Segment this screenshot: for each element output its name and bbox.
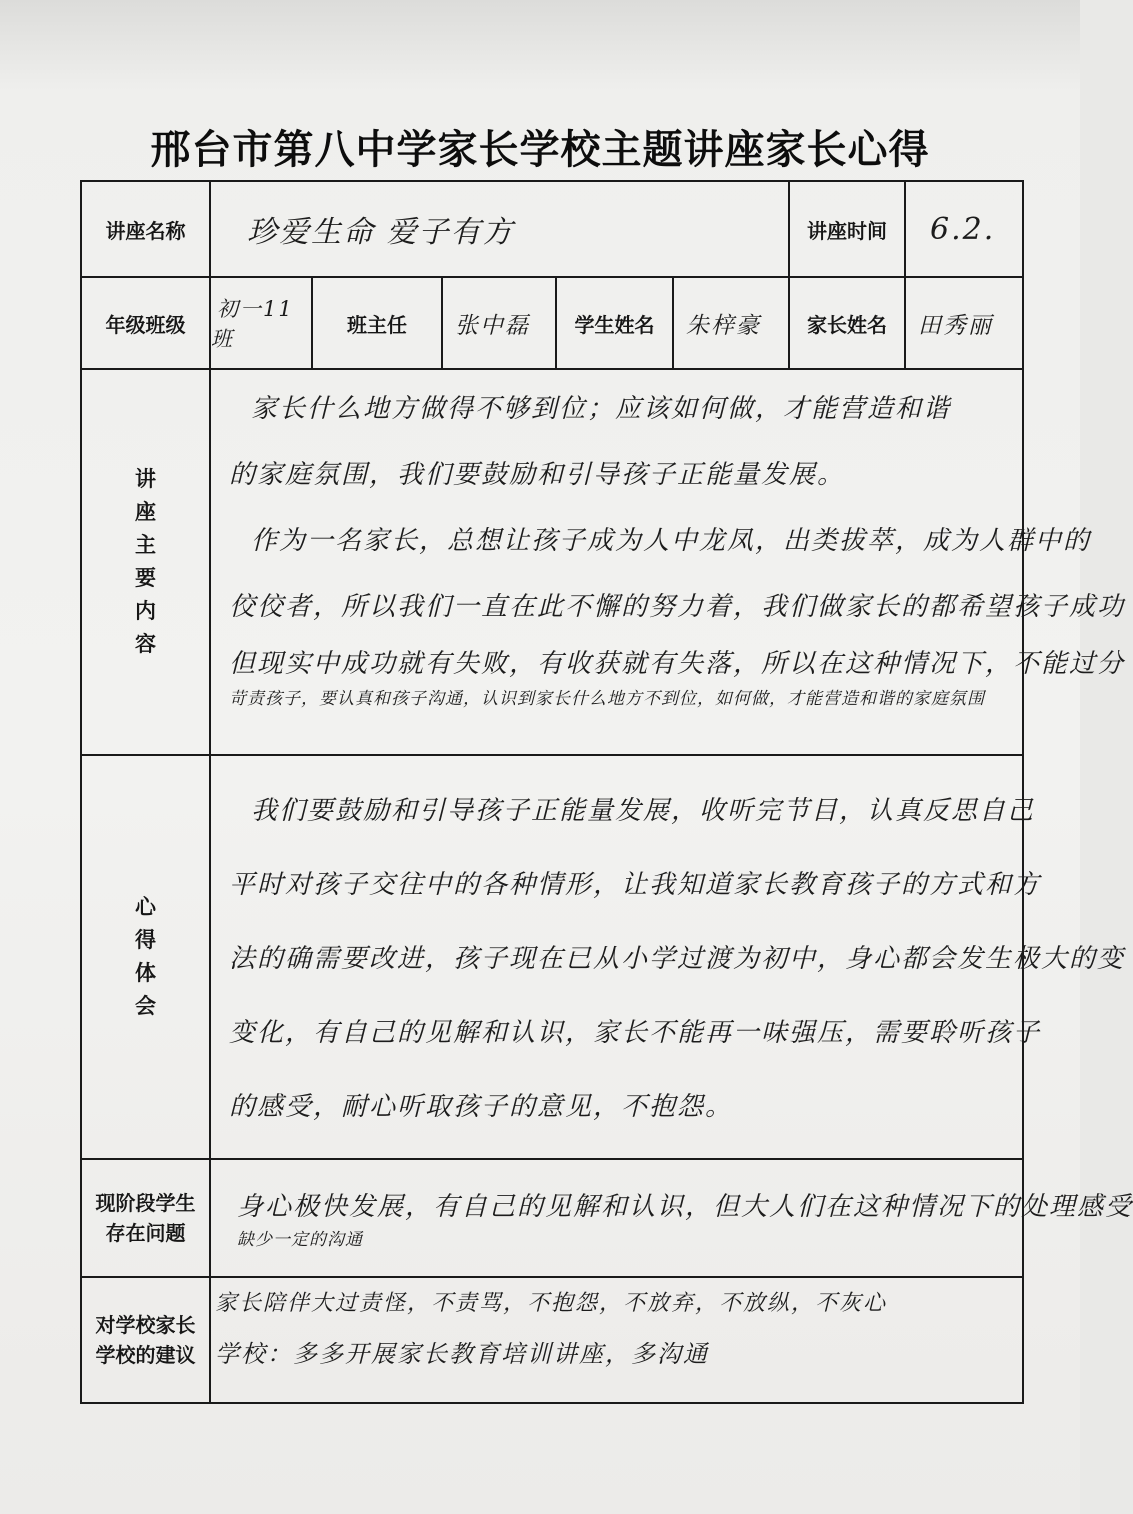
problems-field[interactable]: [210, 1159, 1133, 1277]
main-content-line: 家长什么地方做得不够到位；应该如何做，才能营造和谐: [251, 394, 952, 424]
form-title: 邢台市第八中学家长学校主题讲座家长心得: [150, 127, 930, 173]
head-teacher-label: 班主任: [312, 277, 442, 369]
main-content-label-char: 座: [135, 500, 156, 524]
lecture-time-value: 6.2.: [930, 211, 996, 247]
experience-label-char: 会: [135, 994, 156, 1018]
student-name-field[interactable]: [673, 277, 789, 369]
lecture-name-value: 珍爱生命 爱子有方: [247, 215, 515, 250]
lecture-name-label: 讲座名称: [81, 181, 210, 277]
parent-name-value: 田秀丽: [918, 312, 993, 339]
problems-label: 现阶段学生存在问题: [81, 1159, 210, 1277]
experience-line: 我们要鼓励和引导孩子正能量发展，收听完节目，认真反思自己: [251, 796, 1036, 826]
lecture-time-label: 讲座时间: [789, 181, 905, 277]
experience-line: 平时对孩子交往中的各种情形，让我知道家长教育孩子的方式和方: [229, 870, 1042, 900]
main-content-label-char: 要: [135, 566, 156, 590]
row-main-content: [81, 369, 1023, 755]
suggestions-field[interactable]: [210, 1277, 1023, 1403]
suggestions-label: 对学校家长学校的建议: [81, 1277, 210, 1403]
experience-label-char: 体: [135, 961, 156, 985]
main-content-label-char: 讲: [135, 467, 156, 491]
experience-label-char: 心: [135, 895, 156, 919]
row-problems: [81, 1159, 1023, 1277]
main-content-line: 的家庭氛围，我们要鼓励和引导孩子正能量发展。: [229, 460, 846, 490]
grade-class-field[interactable]: [210, 277, 312, 369]
student-name-label: 学生姓名: [556, 277, 673, 369]
student-name-value: 朱梓豪: [686, 312, 761, 339]
parent-name-field[interactable]: [905, 277, 1023, 369]
feedback-form: [80, 180, 1133, 1404]
row-suggestions: [81, 1277, 1023, 1403]
experience-line: 法的确需要改进，孩子现在已从小学过渡为初中，身心都会发生极大的变: [229, 944, 1126, 974]
main-content-label-char: 内: [135, 599, 156, 623]
experience-line: 的感受，耐心听取孩子的意见，不抱怨。: [229, 1092, 734, 1122]
lecture-time-field[interactable]: [905, 181, 1023, 277]
main-content-line: 作为一名家长，总想让孩子成为人中龙凤，出类拔萃，成为人群中的: [251, 526, 1092, 556]
experience-label-char: 得: [135, 928, 156, 952]
row-lecture: [81, 181, 1023, 277]
main-content-label: [81, 369, 210, 755]
problems-line: 缺少一定的沟通: [237, 1230, 363, 1250]
row-info: [81, 277, 1023, 369]
row-experience: [81, 755, 1023, 1159]
main-content-line: 苛责孩子，要认真和孩子沟通，认识到家长什么地方不到位，如何做，才能营造和谐的家庭氛围: [229, 689, 985, 709]
suggestions-line: 家长陪伴大过责怪，不责骂，不抱怨，不放弃，不放纵，不灰心: [215, 1291, 888, 1316]
main-content-label-char: 容: [135, 632, 156, 656]
grade-class-value: 初一11班: [211, 297, 294, 351]
experience-label: [81, 755, 210, 1159]
main-content-line: 但现实中成功就有失败，有收获就有失落，所以在这种情况下，不能过分: [229, 649, 1126, 679]
suggestions-line: 学校：多多开展家长教育培训讲座，多沟通: [215, 1340, 709, 1368]
head-teacher-value: 张中磊: [455, 312, 530, 339]
grade-class-label: 年级班级: [81, 277, 210, 369]
parent-name-label: 家长姓名: [789, 277, 905, 369]
lecture-name-field[interactable]: [210, 181, 789, 277]
problems-line: 身心极快发展，有自己的见解和认识，但大人们在这种情况下的处理感受: [237, 1192, 1133, 1222]
main-content-line: 佼佼者，所以我们一直在此不懈的努力着，我们做家长的都希望孩子成功: [229, 592, 1126, 622]
main-content-field[interactable]: [210, 369, 1126, 755]
experience-line: 变化，有自己的见解和认识，家长不能再一味强压，需要聆听孩子: [229, 1018, 1042, 1048]
experience-field[interactable]: [210, 755, 1126, 1159]
head-teacher-field[interactable]: [442, 277, 556, 369]
main-content-label-char: 主: [135, 533, 156, 557]
